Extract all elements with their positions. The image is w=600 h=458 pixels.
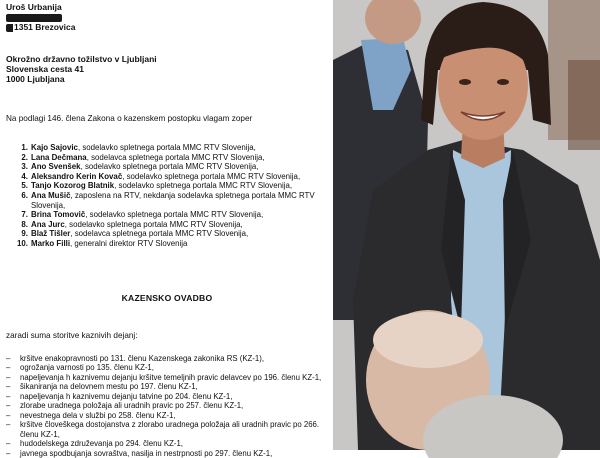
sender-address-redacted (6, 12, 328, 22)
dash-bullet: – (6, 401, 11, 411)
redaction-bar (6, 14, 62, 22)
dash-bullet: – (6, 439, 11, 449)
dash-bullet: – (6, 382, 11, 392)
accused-item (6, 239, 328, 249)
accused-text (31, 191, 328, 210)
dash-bullet: – (6, 353, 11, 363)
offence-text: šikaniranja na delovnem mestu po 197. členu KZ-1, (20, 382, 198, 392)
accused-item (6, 181, 328, 191)
accused-item (6, 172, 328, 182)
offence-item (6, 363, 328, 373)
accused-text (31, 143, 256, 153)
accused-number: 8. (21, 219, 28, 229)
offence-item (6, 373, 328, 383)
accused-number: 9. (21, 229, 28, 239)
accused-name: Lana Dečmana (31, 152, 87, 162)
offence-text: kršitve enakopravnosti po 131. členu Kazenskega zakonika RS (KZ-1), (20, 353, 264, 363)
accused-item (6, 153, 328, 163)
accused-text (31, 153, 265, 163)
dash-bullet: – (6, 372, 11, 382)
offence-item (6, 439, 328, 449)
accused-number: 4. (21, 171, 28, 181)
offence-text: hudodelskega združevanja po 294. členu KZ-1, (20, 439, 183, 449)
offence-list (6, 354, 328, 458)
offence-text: napeljevanja h kaznivemu dejanju tatvine po 204. členu KZ-1, (20, 391, 233, 401)
accused-number: 5. (21, 181, 28, 191)
accused-number: 10. (17, 238, 28, 248)
accused-description: , sodelavko spletnega portala MMC RTV Slovenija, (80, 162, 259, 172)
offence-item (6, 382, 328, 392)
accused-description: , sodelavko spletnega portala MMC RTV Slovenija, (114, 181, 293, 191)
accused-text (31, 162, 258, 172)
offence-item (6, 354, 328, 364)
accused-name: Tanjo Kozorog Blatnik (31, 181, 115, 191)
intro-paragraph: Na podlagi 146. člena Zakona o kazenskem postopku vlagam zoper (6, 114, 253, 123)
offence-text: javnega spodbujanja sovraštva, nasilja in nestrpnosti po 297. členu KZ-1, (20, 448, 273, 458)
accused-description: , sodelavca spletnega portala MMC RTV Slovenija, (70, 229, 249, 239)
accused-description: , sodelavko spletnega portala MMC RTV Slovenija, (85, 210, 264, 220)
dash-bullet: – (6, 420, 11, 430)
accused-description: , sodelavko spletnega portala MMC RTV Slovenija, (122, 171, 301, 181)
dash-bullet: – (6, 410, 11, 420)
offence-item (6, 449, 328, 458)
accused-name: Ana Jurc (31, 219, 65, 229)
accused-text (31, 229, 248, 239)
offence-text: nevestnega dela v službi po 258. členu KZ-1, (20, 410, 176, 420)
offence-item (6, 420, 328, 439)
sender-name: Uroš Urbanija (6, 2, 62, 12)
accused-name: Brina Tomovič (31, 210, 86, 220)
accused-name: Ano Svenšek (31, 162, 81, 172)
sender-block (6, 2, 328, 32)
photo-illustration (333, 0, 600, 450)
offence-item (6, 401, 328, 411)
accused-description: , sodelavko spletnega portala MMC RTV Slovenija, (64, 219, 243, 229)
offence-text: kršitve človeškega dostojanstva z zlorabo uradnega položaja ali uradnih pravic po 266. členu KZ-1, (20, 420, 320, 439)
accused-text (31, 210, 263, 220)
accused-item (6, 229, 328, 239)
offence-text: ogrožanja varnosti po 135. členu KZ-1, (20, 363, 154, 373)
accused-item (6, 143, 328, 153)
offence-text: zlorabe uradnega položaja ali uradnih pravic po 257. členu KZ-1, (20, 401, 244, 411)
accused-description: , sodelavca spletnega portala MMC RTV Slovenija, (86, 152, 265, 162)
offence-text: napeljevanja h kaznivemu dejanju kršitve temeljnih pravic delavcev po 196. členu KZ-1, (20, 372, 322, 382)
accused-name: Ana Mušič (31, 190, 71, 200)
document-heading: KAZENSKO OVADBO (121, 292, 213, 303)
accused-description: , generalni direktor RTV Slovenija (70, 238, 188, 248)
offence-item (6, 392, 328, 402)
accused-name: Blaž Tišler (31, 229, 71, 239)
recipient-line: Okrožno državno tožilstvo v Ljubljani (6, 54, 157, 64)
accused-number: 1. (21, 143, 28, 152)
recipient-block (6, 54, 328, 84)
accused-description: , sodelavko spletnega portala MMC RTV Slovenija, (77, 143, 256, 152)
sender-postcode: 1351 Brezovica (6, 22, 328, 32)
accused-number: 7. (21, 210, 28, 220)
accused-text (31, 172, 300, 182)
accused-item (6, 191, 328, 210)
accused-number: 3. (21, 162, 28, 172)
accused-text (31, 181, 292, 191)
accused-description: , zaposlena na RTV, nekdanja sodelavka spletnega portala MMC RTV Slovenija, (31, 190, 315, 210)
offence-item (6, 411, 328, 421)
accused-name: Kajo Sajovic (31, 143, 78, 152)
accused-name: Aleksandro Kerin Kovač (31, 171, 123, 181)
accused-text (31, 220, 243, 230)
cause-paragraph: zaradi suma storitve kaznivih dejanj: (6, 330, 138, 340)
accused-text (31, 239, 187, 249)
accused-name: Marko Filli (31, 238, 71, 248)
accused-number: 2. (21, 152, 28, 162)
recipient-line: 1000 Ljubljana (6, 74, 65, 84)
accused-list (6, 143, 328, 249)
recipient-line: Slovenska cesta 41 (6, 64, 84, 74)
accused-item (6, 162, 328, 172)
photo-man-smiling (333, 0, 600, 450)
dash-bullet: – (6, 448, 11, 458)
dash-bullet: – (6, 391, 11, 401)
accused-item (6, 220, 328, 230)
accused-item (6, 210, 328, 220)
accused-number: 6. (21, 190, 28, 200)
dash-bullet: – (6, 363, 11, 373)
